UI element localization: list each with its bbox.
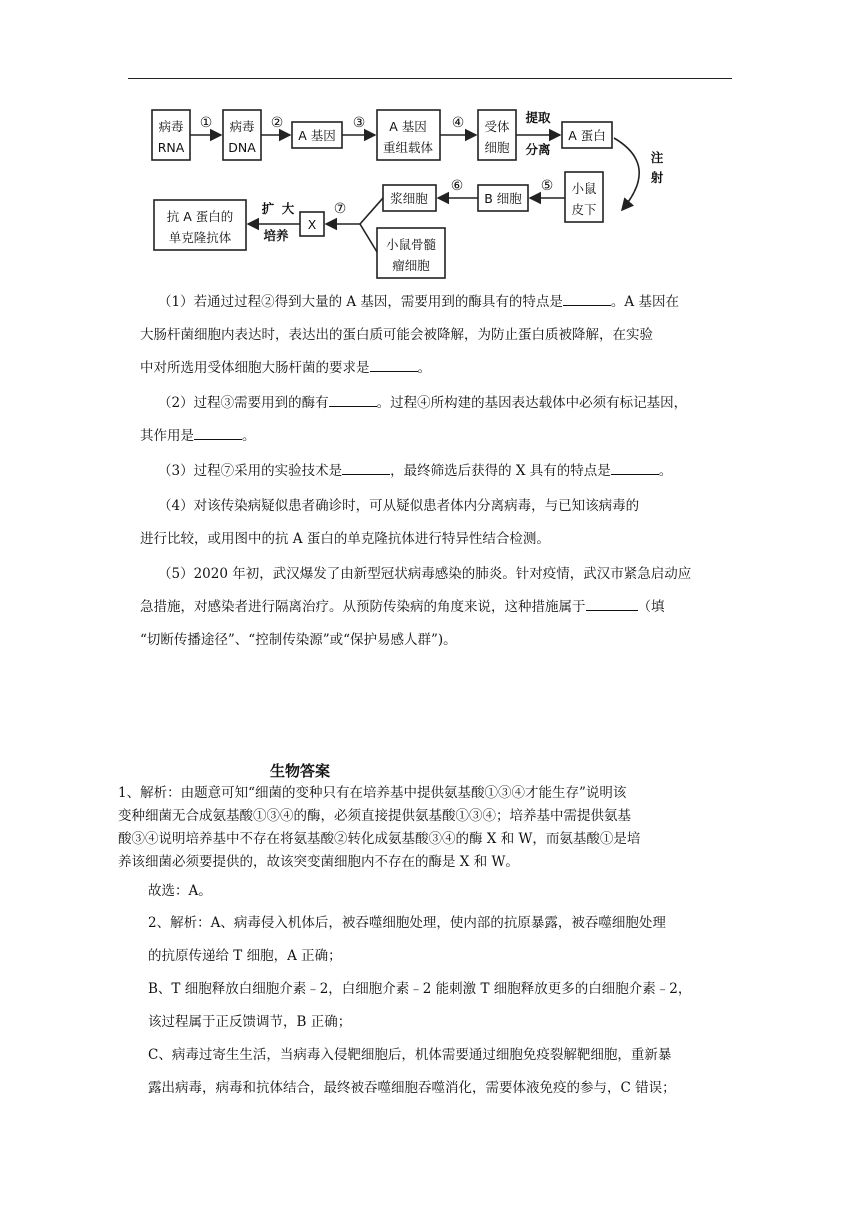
mouse-skin-line2: 皮下: [571, 202, 597, 217]
q3-blank-1[interactable]: [342, 461, 390, 475]
protein-a-label: A 蛋白: [568, 128, 606, 143]
q1-line2: 大肠杆菌细胞内表达时，表达出的蛋白质可能会被降解，为防止蛋白质被降解，在实验: [140, 327, 653, 343]
recipient-line2: 细胞: [484, 140, 510, 155]
q2-blank-1[interactable]: [329, 393, 377, 407]
step-1: ①: [199, 115, 213, 131]
a1-line3: 酸③④说明培养基中不存在将氨基酸②转化成氨基酸③④的酶 X 和 W，而氨基酸①是培: [118, 831, 641, 847]
q1-blank-2[interactable]: [370, 358, 418, 372]
a1-line1: 1、解析：由题意可知“细菌的变种只有在培养基中提供氨基酸①③④才能生存”说明该: [118, 785, 627, 801]
step-2: ②: [270, 115, 284, 131]
a2-line6: 露出病毒，病毒和抗体结合，最终被吞噬细胞吞噬消化，需要体液免疫的参与，C 错误；: [148, 1080, 676, 1096]
step-4: ④: [451, 115, 465, 131]
q5-blank[interactable]: [586, 597, 638, 611]
q2-blank-2[interactable]: [194, 426, 242, 440]
extract-line1: 提取: [525, 110, 551, 125]
q5-line3: “切断传播途径”、“控制传染源”或“保护易感人群”)。: [140, 632, 457, 648]
q4-line1: （4）对该传染病疑似患者确诊时，可从疑似患者体内分离病毒，与已知该病毒的: [158, 498, 640, 514]
step-6: ⑥: [450, 178, 464, 194]
virus-dna-line1: 病毒: [229, 119, 255, 134]
a2-line4: 该过程属于正反馈调节，B 正确；: [148, 1014, 352, 1030]
answers-title: 生物答案: [270, 762, 331, 780]
myeloma-line1: 小鼠骨髓: [385, 237, 437, 252]
a2-line5: C、病毒过寄生生活，当病毒入侵靶细胞后，机体需要通过细胞免疫裂解靶细胞，重新暴: [148, 1047, 672, 1063]
inject-line2: 射: [650, 170, 664, 185]
b-cell-label: B 细胞: [484, 191, 522, 206]
virus-dna-line2: DNA: [228, 140, 256, 155]
recipient-line1: 受体: [484, 119, 510, 134]
expand-1: 扩: [261, 201, 275, 216]
gene-a-label: A 基因: [298, 128, 336, 143]
antibody-line1: 抗 A 蛋白的: [166, 209, 234, 224]
vector-line1: A 基因: [389, 119, 427, 134]
virus-rna-line2: RNA: [157, 140, 185, 155]
q1-blank-1[interactable]: [563, 292, 611, 306]
virus-rna-line1: 病毒: [158, 119, 184, 134]
q5-line1: （5）2020 年初，武汉爆发了由新型冠状病毒感染的肺炎。针对疫情，武汉市紧急启动应: [158, 566, 692, 582]
plasma-cell-label: 浆细胞: [390, 191, 428, 206]
q2-line2: 其作用是 。: [140, 428, 256, 444]
a2-line3: B、T 细胞释放白细胞介素﹣2，白细胞介素﹣2 能刺激 T 细胞释放更多的白细胞介素﹣2，: [148, 981, 692, 997]
vector-line2: 重组载体: [382, 140, 434, 155]
q4-line2: 进行比较，或用图中的抗 A 蛋白的单克隆抗体进行特异性结合检测。: [140, 531, 550, 547]
a2-line1: 2、解析：A、病毒侵入机体后，被吞噬细胞处理，使内部的抗原暴露，被吞噬细胞处理: [148, 915, 666, 931]
header-rule: [128, 78, 732, 79]
q2-line1: （2）过程③需要用到的酶有 。过程④所构建的基因表达载体中必须有标记基因，: [158, 395, 688, 411]
step-3: ③: [352, 115, 366, 131]
q1-line3: 中对所选用受体细胞大肠杆菌的要求是 。: [140, 360, 431, 376]
step-7: ⑦: [333, 201, 347, 217]
monoclonal-antibody-flow-diagram: [140, 100, 700, 285]
expand-3: 培养: [263, 228, 289, 243]
extract-line2: 分离: [525, 142, 551, 157]
inject-line1: 注: [650, 150, 664, 165]
q3-line1: （3）过程⑦采用的实验技术是 ，最终筛选后获得的 X 具有的特点是 。: [158, 463, 673, 479]
q5-line2: 急措施，对感染者进行隔离治疗。从预防传染病的角度来说，这种措施属于 （填: [140, 599, 665, 615]
expand-2: 大: [281, 201, 295, 216]
a1-choice: 故选：A。: [148, 883, 212, 899]
antibody-line2: 单克隆抗体: [168, 230, 232, 245]
a2-line2: 的抗原传递给 T 细胞，A 正确；: [148, 948, 342, 964]
mouse-skin-line1: 小鼠: [571, 181, 597, 196]
q3-blank-2[interactable]: [611, 461, 659, 475]
a1-line4: 养该细菌必须要提供的，故该突变菌细胞内不存在的酶是 X 和 W。: [118, 854, 519, 870]
step-5: ⑤: [540, 178, 554, 194]
myeloma-line2: 瘤细胞: [392, 258, 430, 273]
q1-line1: （1）若通过过程②得到大量的 A 基因，需要用到的酶具有的特点是 。A 基因在: [158, 294, 679, 310]
x-cell-label: X: [307, 217, 317, 232]
a1-line2: 变种细菌无合成氨基酸①③④的酶，必须直接提供氨基酸①③④；培养基中需提供氨基: [118, 808, 631, 824]
